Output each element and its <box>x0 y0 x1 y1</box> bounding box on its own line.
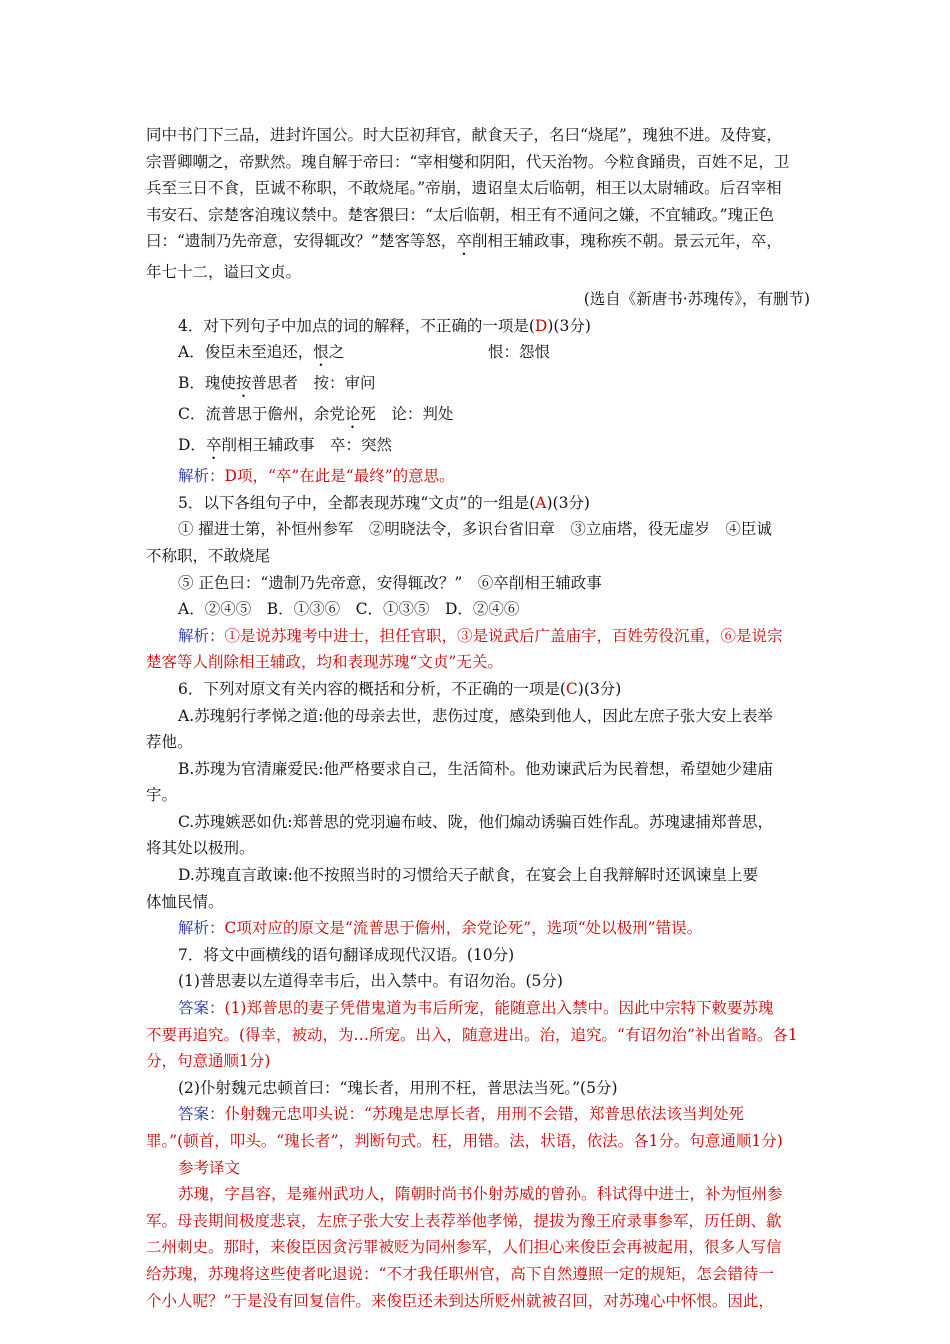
question-7-stem: 7．将文中画横线的语句翻译成现代汉语。(10分) <box>178 945 515 964</box>
question-7-answer-1: 不要再追究。(得幸，被动，为…所宠。出入，随意进出。治，追究。“有诏勿治”补出省略。各1 <box>146 1025 798 1044</box>
document-page <box>146 122 810 1314</box>
emphasized-char: 按 <box>235 374 252 393</box>
question-6-option-b: 宇。 <box>146 786 178 805</box>
question-4-analysis: 解析：D项，“卒”在此是“最终”的意思。 <box>178 467 455 486</box>
question-6-stem: 6．下列对原文有关内容的概括和分析，不正确的一项是(C)(3分) <box>178 679 622 698</box>
question-6-option-c: C.苏瑰嫉恶如仇:郑普思的党羽遍布岐、陇，他们煽动诱骗百姓作乱。苏瑰逮捕郑普思， <box>178 812 773 831</box>
translation-line: 苏瑰，字昌容，是雍州武功人，隋朝时尚书仆射苏威的曾孙。科试得中进士，补为恒州参 <box>178 1185 783 1204</box>
question-4-stem: 4．对下列句子中加点的词的解释，不正确的一项是(D)(3分) <box>178 316 591 335</box>
emphasized-char: 恨 <box>313 343 329 362</box>
question-7-answer-1: 答案：(1)郑普思的妻子凭借鬼道为韦后所宠，能随意出入禁中。因此中宗特下敕要苏瑰 <box>178 999 774 1018</box>
translation-line: 个小人呢？”于是没有回复信件。来俊臣还未到达所贬州就被召回，对苏瑰心中怀恨。因此， <box>146 1291 774 1310</box>
translation-line: 二州刺史。那时，来俊臣因贪污罪被贬为同州参军，人们担心来俊臣会再被起用，很多人写信 <box>146 1238 782 1257</box>
question-4-option-a: A．俊臣未至追还，恨之 恨：怨恨 <box>178 343 551 362</box>
question-6-option-c: 将其处以极刑。 <box>146 839 255 858</box>
question-6-option-d: 体恤民情。 <box>146 892 224 911</box>
question-7-sentence-1: (1)普思妻以左道得幸韦后，出入禁中。有诏勿治。(5分) <box>178 972 563 991</box>
passage-line: 年七十二，谥曰文贞。 <box>146 263 302 282</box>
question-5-items: 不称职，不敢烧尾 <box>146 546 271 565</box>
emphasized-char: 卒 <box>205 436 222 455</box>
passage-line: 韦安石、宗楚客洎瑰议禁中。楚客猥曰：“太后临朝，相王有不通问之嫌，不宜辅政。”瑰正色 <box>146 205 775 224</box>
question-6-option-b: B.苏瑰为官清廉爱民:他严格要求自己，生活简朴。他劝谏武后为民着想，希望她少建庙 <box>178 759 774 778</box>
question-7-answer-2: 答案：仆射魏元忠叩头说：“苏瑰是忠厚长者，用刑不会错，郑普思依法该当判处死 <box>178 1105 744 1124</box>
question-6-analysis: 解析：C项对应的原文是“流普思于儋州，余党论死”，选项“处以极刑”错误。 <box>178 919 703 938</box>
question-6-answer: C <box>565 679 578 698</box>
question-4-option-b: B．瑰使按普思者 按：审问 <box>178 374 376 393</box>
question-6-option-d: D.苏瑰直言敢谏:他不按照当时的习惯给天子献食，在宴会上自我辩解时还讽谏皇上要 <box>178 866 759 885</box>
question-5-items: ⑤ 正色曰：“遗制乃先帝意，安得辄改？” ⑥卒削相王辅政事 <box>178 573 602 592</box>
question-7-answer-1: 分，句意通顺1分) <box>146 1052 271 1071</box>
passage-line: 曰：“遗制乃先帝意，安得辄改？”楚客等怒，卒削相王辅政事，瑰称疾不朝。景云元年，卒， <box>146 232 782 251</box>
question-5-answer: A <box>535 493 547 512</box>
passage-source: (选自《新唐书·苏瑰传》，有删节) <box>583 289 810 308</box>
question-4-answer: D <box>534 316 548 335</box>
question-5-items: ① 擢进士第，补恒州参军 ②明晓法令，多识台省旧章 ③立庙塔，役无虚岁 ④臣诚 <box>178 520 772 539</box>
passage-line: 兵至三日不食，臣诚不称职，不敢烧尾。”帝崩，遗诏皇太后临朝，相王以太尉辅政。后召宰相 <box>146 179 782 198</box>
question-4-option-c: C．流普思于儋州，余党论死 论：判处 <box>178 405 454 424</box>
question-5-analysis: 解析：①是说苏瑰考中进士，担任官职，③是说武后广盖庙宇，百姓劳役沉重，⑥是说宗 <box>178 626 783 645</box>
emphasized-char: 论 <box>344 405 361 424</box>
passage-line: 宗晋卿嘲之，帝默然。瑰自解于帝曰：“宰相燮和阴阳，代天治物。今粒食踊贵，百姓不足，卫 <box>146 152 790 171</box>
question-6-option-a: 荐他。 <box>146 733 193 752</box>
passage-line: 同中书门下三品，进封许国公。时大臣初拜官，献食天子，名曰“烧尾”，瑰独不进。及侍宴， <box>146 126 782 144</box>
question-5-stem: 5．以下各组句子中，全都表现苏瑰“文贞”的一组是(A)(3分) <box>178 493 590 512</box>
question-6-option-a: A.苏瑰躬行孝悌之道:他的母亲去世，悲伤过度，感染到他人，因此左庶子张大安上表举 <box>178 706 773 725</box>
question-4-option-d: D．卒削相王辅政事 卒：突然 <box>178 436 392 455</box>
question-5-analysis: 楚客等人削除相王辅政，均和表现苏瑰“文贞”无关。 <box>146 653 503 672</box>
translation-line: 给苏瑰，苏瑰将这些使者叱退说：“不才我任职州官，高下自然遵照一定的规矩，怎会错待一 <box>146 1264 774 1283</box>
translation-title: 参考译文 <box>178 1158 241 1177</box>
translation-line: 军。母丧期间极度悲哀，左庶子张大安上表荐举他孝悌，提拔为豫王府录事参军，历任朗、歙 <box>146 1211 782 1230</box>
question-7-sentence-2: (2)仆射魏元忠顿首曰：“瑰长者，用刑不枉，普思法当死。”(5分) <box>178 1078 618 1097</box>
question-5-choices: A．②④⑤ B．①③⑥ C．①③⑤ D．②④⑥ <box>178 600 520 619</box>
question-7-answer-2: 罪。”(顿首，叩头。“瑰长者”，判断句式。枉，用错。法，状语，依法。各1分。句意通顺1分) <box>146 1132 783 1150</box>
emphasized-char: 卒 <box>456 232 472 251</box>
